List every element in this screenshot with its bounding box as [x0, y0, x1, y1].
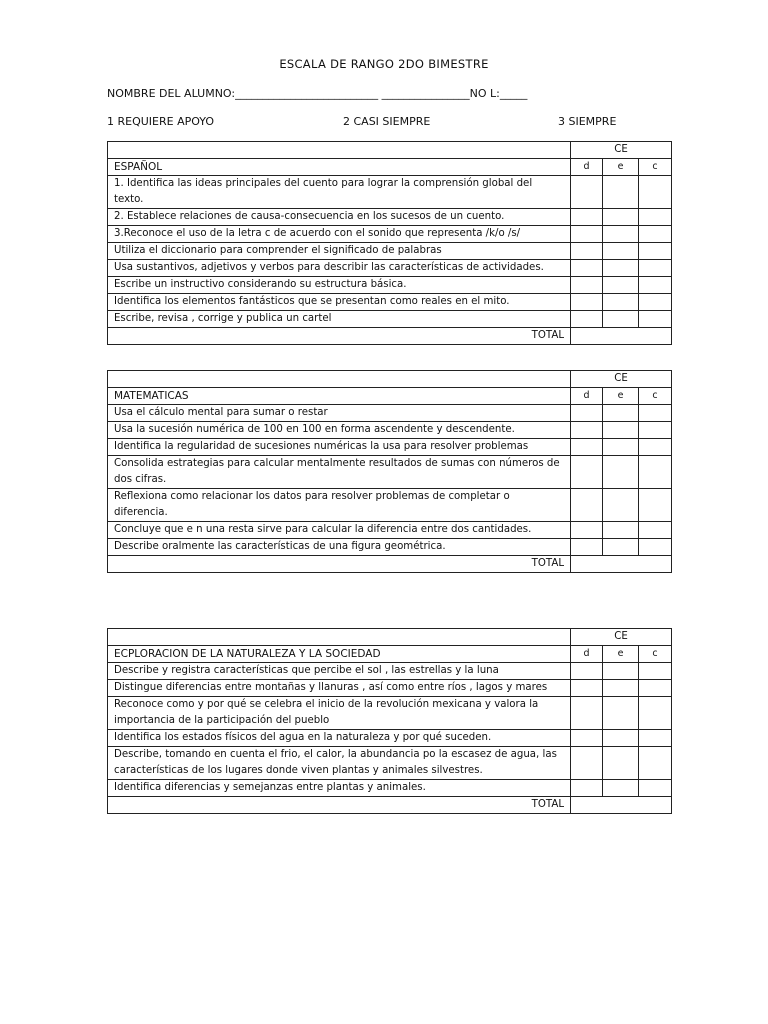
scale-level-1: 1 REQUIERE APOYO: [107, 115, 215, 128]
code-c-header: c: [639, 388, 672, 405]
ce-header: CE: [571, 142, 672, 159]
score-cell-e[interactable]: [603, 697, 639, 730]
student-name-line: NOMBRE DEL ALUMNO:__________________________ ________________NO L:_____: [107, 87, 528, 100]
ce-header: CE: [571, 629, 672, 646]
score-cell-d[interactable]: [571, 539, 603, 556]
total-label: TOTAL: [108, 797, 571, 814]
subject-row: [108, 646, 672, 663]
criterion-text: Usa sustantivos, adjetivos y verbos para describir las características de actividades.: [108, 260, 571, 277]
score-cell-c[interactable]: [639, 697, 672, 730]
criterion-text: Identifica los estados físicos del agua en la naturaleza y por qué suceden.: [108, 730, 571, 747]
score-cell-e[interactable]: [603, 747, 639, 780]
score-cell-e[interactable]: [603, 243, 639, 260]
total-label: TOTAL: [108, 328, 571, 345]
code-c-header: c: [639, 646, 672, 663]
scale-level-2: 2 CASI SIEMPRE: [343, 115, 431, 128]
score-cell-e[interactable]: [603, 780, 639, 797]
criterion-text: Escribe, revisa , corrige y publica un cartel: [108, 311, 571, 328]
criterion-text: Distingue diferencias entre montañas y llanuras , así como entre ríos , lagos y mares: [108, 680, 571, 697]
criterion-text: Consolida estrategias para calcular mentalmente resultados de sumas con números de dos cifras.: [108, 456, 571, 489]
subject-title: ESPAÑOL: [108, 159, 571, 176]
total-row: [108, 797, 672, 814]
rubric-table: [107, 141, 672, 345]
code-d-header: d: [571, 388, 603, 405]
code-d-header: d: [571, 159, 603, 176]
subject-row: [108, 388, 672, 405]
score-cell-c[interactable]: [639, 260, 672, 277]
score-cell-e[interactable]: [603, 730, 639, 747]
score-cell-c[interactable]: [639, 539, 672, 556]
criterion-text: Reconoce como y por qué se celebra el inicio de la revolución mexicana y valora la importancia de la participación del pueblo: [108, 697, 571, 730]
scale-level-3: 3 SIEMPRE: [558, 115, 617, 128]
criterion-row: [108, 176, 672, 209]
criterion-row: [108, 730, 672, 747]
criterion-row: [108, 311, 672, 328]
score-cell-d[interactable]: [571, 489, 603, 522]
score-cell-c[interactable]: [639, 456, 672, 489]
criterion-text: Escribe un instructivo considerando su estructura básica.: [108, 277, 571, 294]
score-cell-d[interactable]: [571, 209, 603, 226]
score-cell-c[interactable]: [639, 226, 672, 243]
ce-header: CE: [571, 371, 672, 388]
code-c-header: c: [639, 159, 672, 176]
score-cell-d[interactable]: [571, 176, 603, 209]
criterion-text: Identifica la regularidad de sucesiones numéricas la usa para resolver problemas: [108, 439, 571, 456]
score-cell-e[interactable]: [603, 539, 639, 556]
score-cell-c[interactable]: [639, 243, 672, 260]
criterion-row: [108, 243, 672, 260]
score-cell-c[interactable]: [639, 405, 672, 422]
rubric-table: [107, 628, 672, 814]
score-cell-c[interactable]: [639, 663, 672, 680]
score-cell-e[interactable]: [603, 209, 639, 226]
score-cell-e[interactable]: [603, 456, 639, 489]
criterion-row: [108, 294, 672, 311]
score-cell-e[interactable]: [603, 422, 639, 439]
score-cell-c[interactable]: [639, 209, 672, 226]
criterion-row: [108, 522, 672, 539]
subject-title: ECPLORACION DE LA NATURALEZA Y LA SOCIEDAD: [108, 646, 571, 663]
criterion-text: 2. Establece relaciones de causa-consecuencia en los sucesos de un cuento.: [108, 209, 571, 226]
score-cell-c[interactable]: [639, 522, 672, 539]
score-cell-e[interactable]: [603, 176, 639, 209]
criterion-row: [108, 456, 672, 489]
criterion-row: [108, 439, 672, 456]
criterion-row: [108, 422, 672, 439]
score-cell-d[interactable]: [571, 277, 603, 294]
score-cell-d[interactable]: [571, 260, 603, 277]
criterion-row: [108, 405, 672, 422]
score-cell-e[interactable]: [603, 663, 639, 680]
criterion-text: Reflexiona como relacionar los datos para resolver problemas de completar o diferencia.: [108, 489, 571, 522]
ce-header-row: [108, 142, 672, 159]
score-cell-c[interactable]: [639, 294, 672, 311]
document-title: ESCALA DE RANGO 2DO BIMESTRE: [279, 57, 489, 71]
total-row: [108, 328, 672, 345]
subject-row: [108, 159, 672, 176]
score-cell-c[interactable]: [639, 439, 672, 456]
total-value-cell[interactable]: [571, 797, 672, 814]
criterion-row: [108, 539, 672, 556]
criterion-row: [108, 747, 672, 780]
ce-header-row: [108, 629, 672, 646]
score-cell-d[interactable]: [571, 522, 603, 539]
score-cell-e[interactable]: [603, 277, 639, 294]
score-cell-c[interactable]: [639, 176, 672, 209]
criterion-text: Utiliza el diccionario para comprender el significado de palabras: [108, 243, 571, 260]
criterion-row: [108, 780, 672, 797]
criterion-text: Usa la sucesión numérica de 100 en 100 en forma ascendente y descendente.: [108, 422, 571, 439]
code-e-header: e: [603, 646, 639, 663]
header-blank-cell: [108, 371, 571, 388]
score-cell-c[interactable]: [639, 422, 672, 439]
criterion-row: [108, 697, 672, 730]
criterion-text: Describe oralmente las características de una figura geométrica.: [108, 539, 571, 556]
score-cell-e[interactable]: [603, 439, 639, 456]
score-cell-d[interactable]: [571, 680, 603, 697]
score-cell-c[interactable]: [639, 277, 672, 294]
total-label: TOTAL: [108, 556, 571, 573]
score-cell-e[interactable]: [603, 522, 639, 539]
score-cell-d[interactable]: [571, 405, 603, 422]
header-blank-cell: [108, 142, 571, 159]
subject-title: MATEMATICAS: [108, 388, 571, 405]
score-cell-c[interactable]: [639, 680, 672, 697]
criterion-row: [108, 260, 672, 277]
score-cell-c[interactable]: [639, 730, 672, 747]
ce-header-row: [108, 371, 672, 388]
criterion-text: Usa el cálculo mental para sumar o restar: [108, 405, 571, 422]
score-cell-e[interactable]: [603, 311, 639, 328]
criterion-text: Identifica diferencias y semejanzas entre plantas y animales.: [108, 780, 571, 797]
score-cell-d[interactable]: [571, 243, 603, 260]
score-cell-c[interactable]: [639, 747, 672, 780]
criterion-row: [108, 209, 672, 226]
score-cell-d[interactable]: [571, 663, 603, 680]
score-cell-c[interactable]: [639, 489, 672, 522]
criterion-row: [108, 277, 672, 294]
rubric-table: [107, 370, 672, 573]
code-e-header: e: [603, 388, 639, 405]
score-cell-e[interactable]: [603, 680, 639, 697]
score-cell-e[interactable]: [603, 226, 639, 243]
score-cell-d[interactable]: [571, 439, 603, 456]
criterion-row: [108, 226, 672, 243]
score-cell-e[interactable]: [603, 489, 639, 522]
score-cell-c[interactable]: [639, 780, 672, 797]
criterion-row: [108, 489, 672, 522]
score-cell-e[interactable]: [603, 260, 639, 277]
criterion-text: 1. Identifica las ideas principales del cuento para lograr la comprensión global del texto.: [108, 176, 571, 209]
score-cell-d[interactable]: [571, 730, 603, 747]
score-cell-d[interactable]: [571, 422, 603, 439]
total-row: [108, 556, 672, 573]
score-cell-d[interactable]: [571, 294, 603, 311]
score-cell-d[interactable]: [571, 780, 603, 797]
score-cell-c[interactable]: [639, 311, 672, 328]
header-blank-cell: [108, 629, 571, 646]
code-d-header: d: [571, 646, 603, 663]
score-cell-e[interactable]: [603, 294, 639, 311]
code-e-header: e: [603, 159, 639, 176]
score-cell-d[interactable]: [571, 311, 603, 328]
criterion-text: Identifica los elementos fantásticos que se presentan como reales en el mito.: [108, 294, 571, 311]
score-cell-d[interactable]: [571, 226, 603, 243]
score-cell-e[interactable]: [603, 405, 639, 422]
criterion-text: 3.Reconoce el uso de la letra c de acuerdo con el sonido que representa /k/o /s/: [108, 226, 571, 243]
score-cell-d[interactable]: [571, 456, 603, 489]
criterion-row: [108, 663, 672, 680]
criterion-text: Describe y registra características que percibe el sol , las estrellas y la luna: [108, 663, 571, 680]
total-value-cell[interactable]: [571, 556, 672, 573]
score-cell-d[interactable]: [571, 747, 603, 780]
criterion-row: [108, 680, 672, 697]
total-value-cell[interactable]: [571, 328, 672, 345]
criterion-text: Concluye que e n una resta sirve para calcular la diferencia entre dos cantidades.: [108, 522, 571, 539]
criterion-text: Describe, tomando en cuenta el frio, el calor, la abundancia po la escasez de agua, las características de los lugares donde viven plantas y animales silvestres.: [108, 747, 571, 780]
score-cell-d[interactable]: [571, 697, 603, 730]
